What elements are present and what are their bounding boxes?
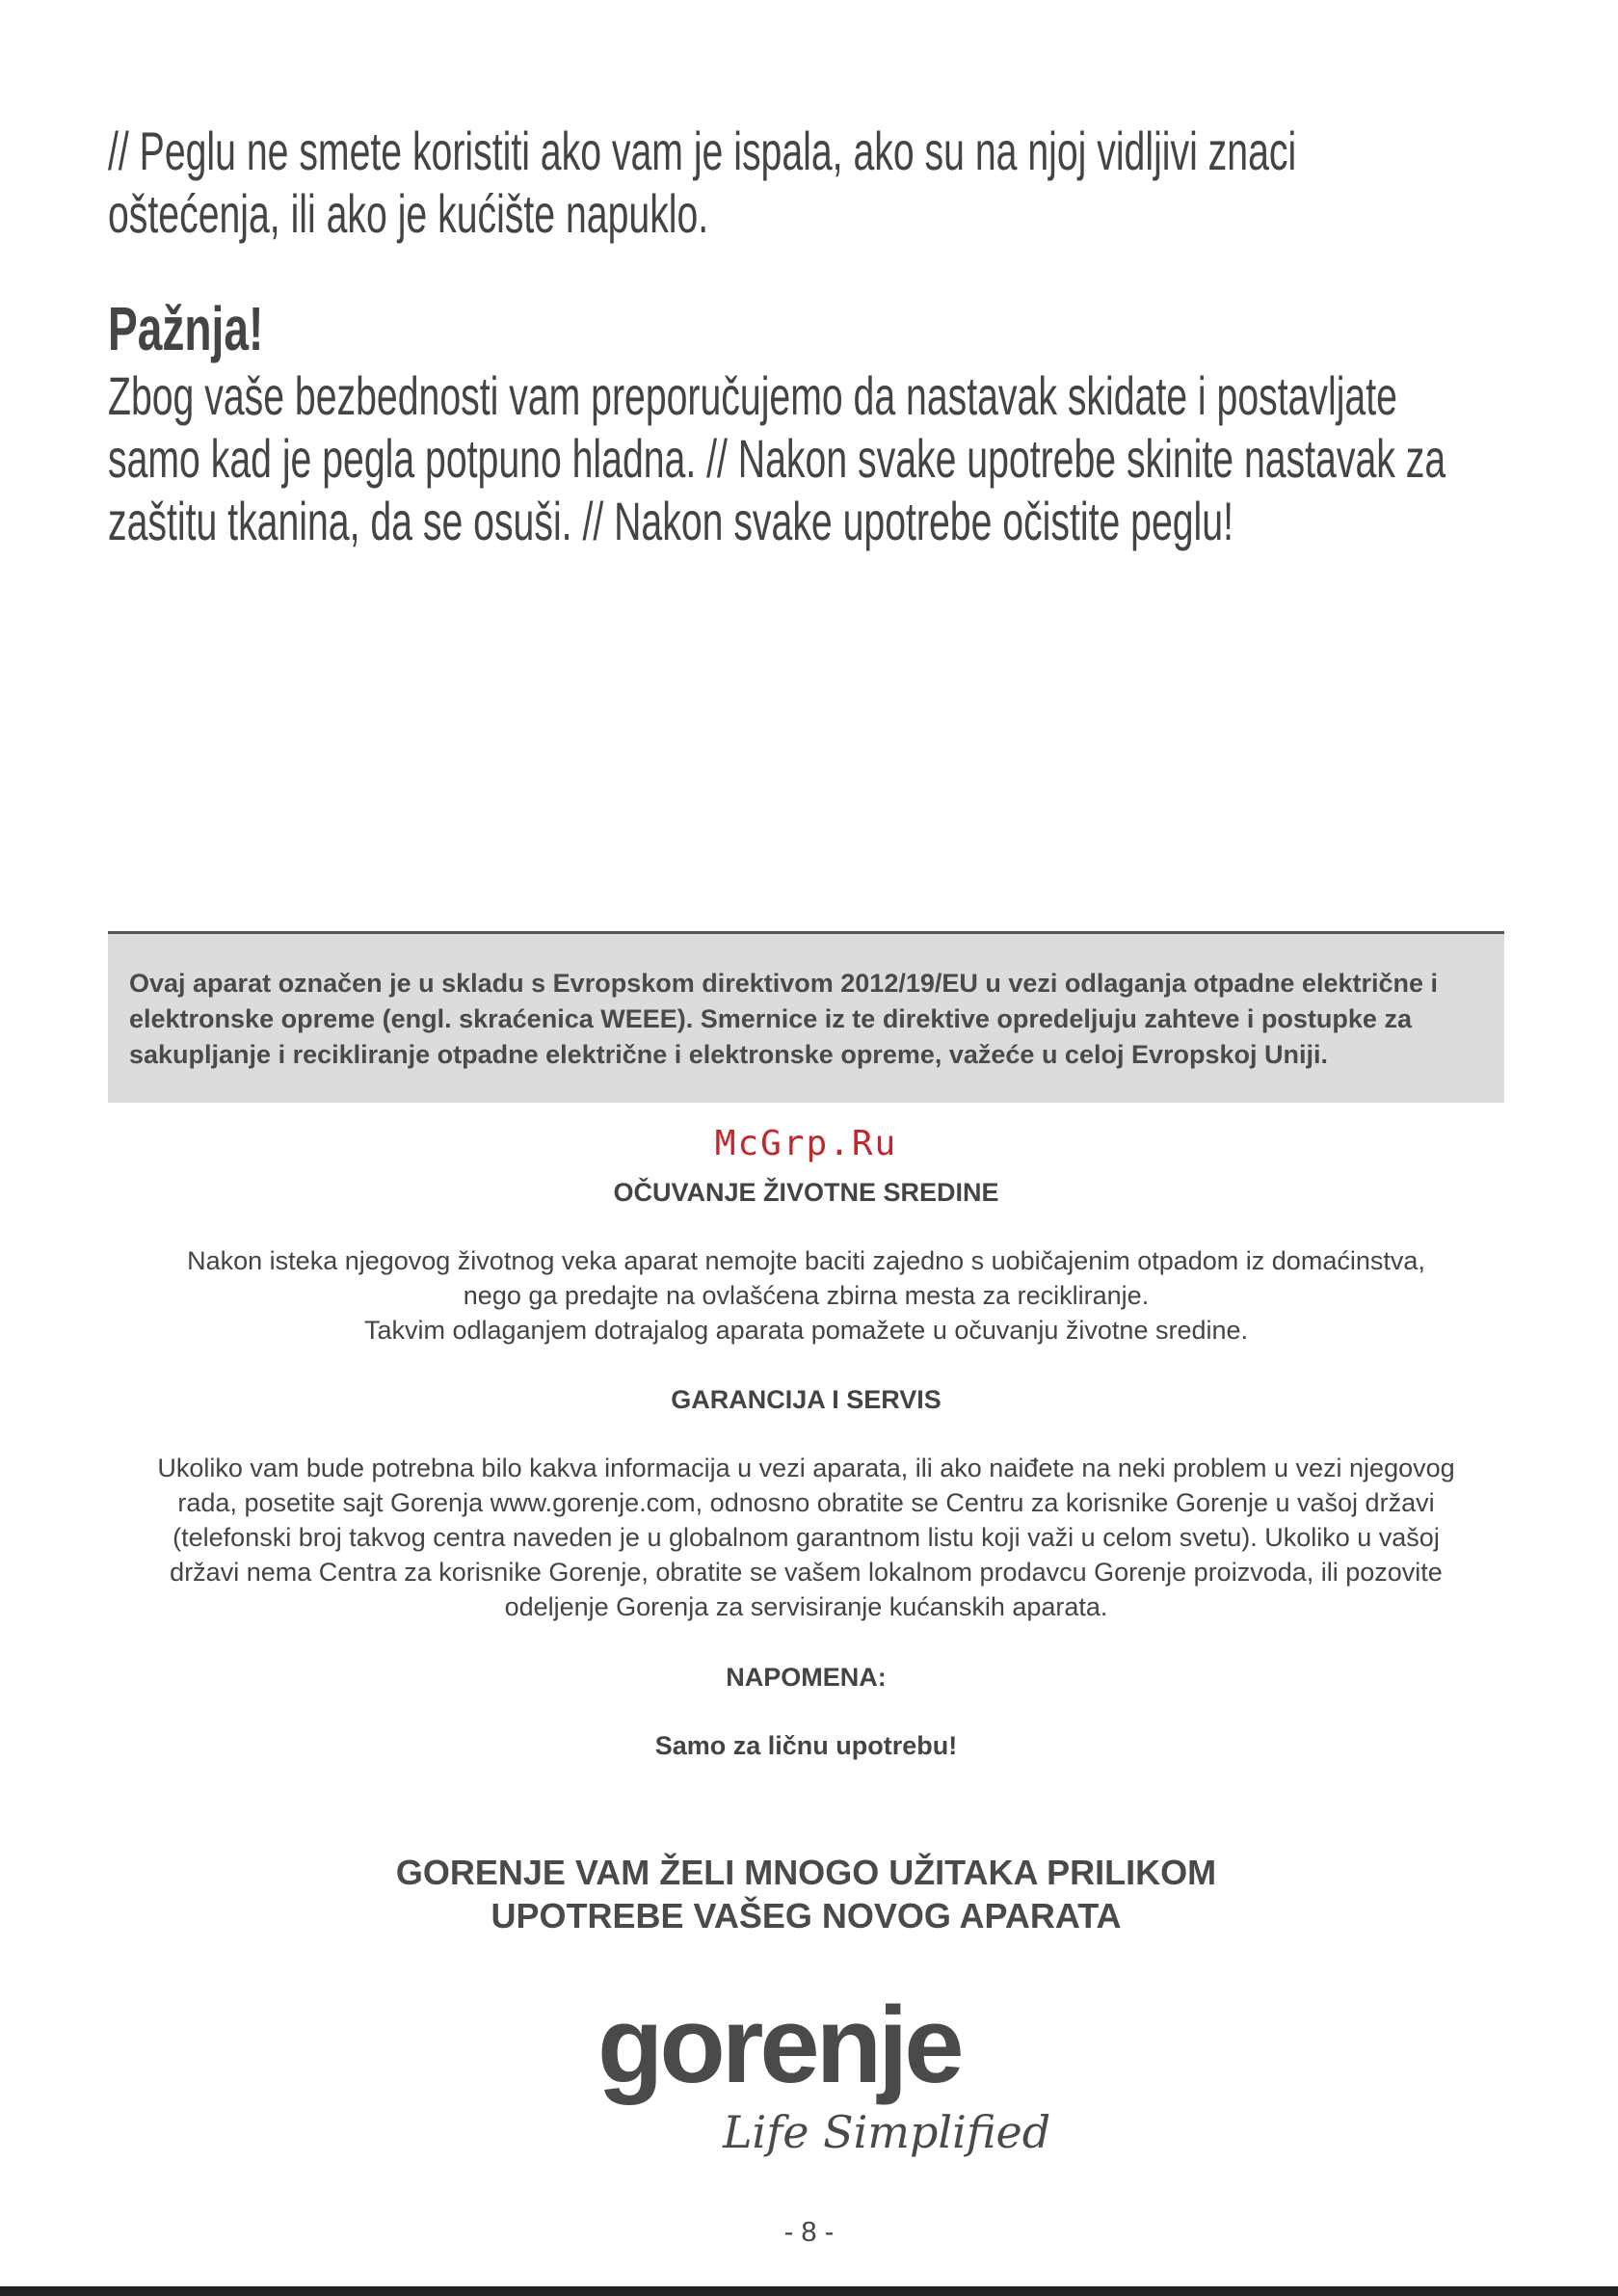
warning-title: Pažnja!: [108, 294, 264, 363]
warranty-line-1: Ukoliko vam bude potrebna bilo kakva informacija u vezi aparata, ili ako naiđete na neki problem u vezi njegovog: [157, 1454, 1455, 1482]
warranty-line-2: rada, posetite sajt Gorenja www.gorenje.com, odnosno obratite se Centru za korisnike Gorenje u vašoj državi: [177, 1488, 1435, 1517]
watermark: McGrp.Ru: [714, 1124, 898, 1163]
svg-text:gorenje: gorenje: [597, 1985, 961, 2105]
closing-line-2: UPOTREBE VAŠEG NOVOG APARATA: [491, 1896, 1122, 1936]
warranty-line-3: (telefonski broj takvog centra naveden je u globalnom garantnom listu koji važi u celom svetu). Ukoliko u vašoj: [172, 1523, 1440, 1552]
svg-text:Life Simplified: Life Simplified: [723, 2106, 1051, 2158]
warranty-line-5: odeljenje Gorenja za servisiranje kućanskih aparata.: [504, 1592, 1108, 1621]
note-text: Samo za ličnu upotrebu!: [654, 1731, 958, 1760]
environment-line-3: Takvim odlaganjem dotrajalog aparata pomažete u očuvanju životne sredine.: [363, 1316, 1249, 1345]
environment-line-2: nego ga predajte na ovlašćena zbirna mesta za recikliranje.: [463, 1281, 1150, 1310]
weee-notice-text: Ovaj aparat označen je u skladu s Evropskom direktivom 2012/19/EU u vezi odlaganja otpadne električne i elektronske opreme (engl. skraćenica WEEE). Smernice iz te direktive opredeljuju zahteve i postupke za sakupljanje i recikliranje otpadne električne i elektronske opreme, važeće u celoj Evropskoj Uniji.: [129, 969, 1439, 1069]
bottom-bar: [0, 2286, 1618, 2296]
gorenje-logo: [590, 1976, 1072, 2169]
note-heading: NAPOMENA:: [726, 1663, 887, 1692]
environment-heading: OČUVANJE ŽIVOTNE SREDINE: [613, 1178, 999, 1207]
environment-line-1: Nakon isteka njegovog životnog veka aparat nemojte baciti zajedno s uobičajenim otpadom iz domaćinstva,: [187, 1246, 1425, 1275]
page-number: - 8 -: [783, 2217, 835, 2248]
warranty-line-4: državi nema Centra za korisnike Gorenje, obratite se vašem lokalnom prodavcu Gorenje proizvoda, ili pozovite: [170, 1558, 1443, 1587]
closing-line-1: GORENJE VAM ŽELI MNOGO UŽITAKA PRILIKOM: [395, 1853, 1217, 1892]
safety-note: // Peglu ne smete koristiti ako vam je ispala, ako su na njoj vidljivi znaci oštećenja, ili ako je kućište napuklo.: [108, 120, 1297, 244]
warning-body: Zbog vaše bezbednosti vam preporučujemo da nastavak skidate i postavljate samo kad je pegla potpuno hladna. // Nakon svake upotrebe skinite nastavak za zaštitu tkanina, da se osuši. // Nakon svake upotrebe očistite peglu!: [108, 365, 1446, 551]
warranty-heading: GARANCIJA I SERVIS: [671, 1385, 942, 1414]
gorenje-logo-graphic: [590, 1976, 1072, 2169]
